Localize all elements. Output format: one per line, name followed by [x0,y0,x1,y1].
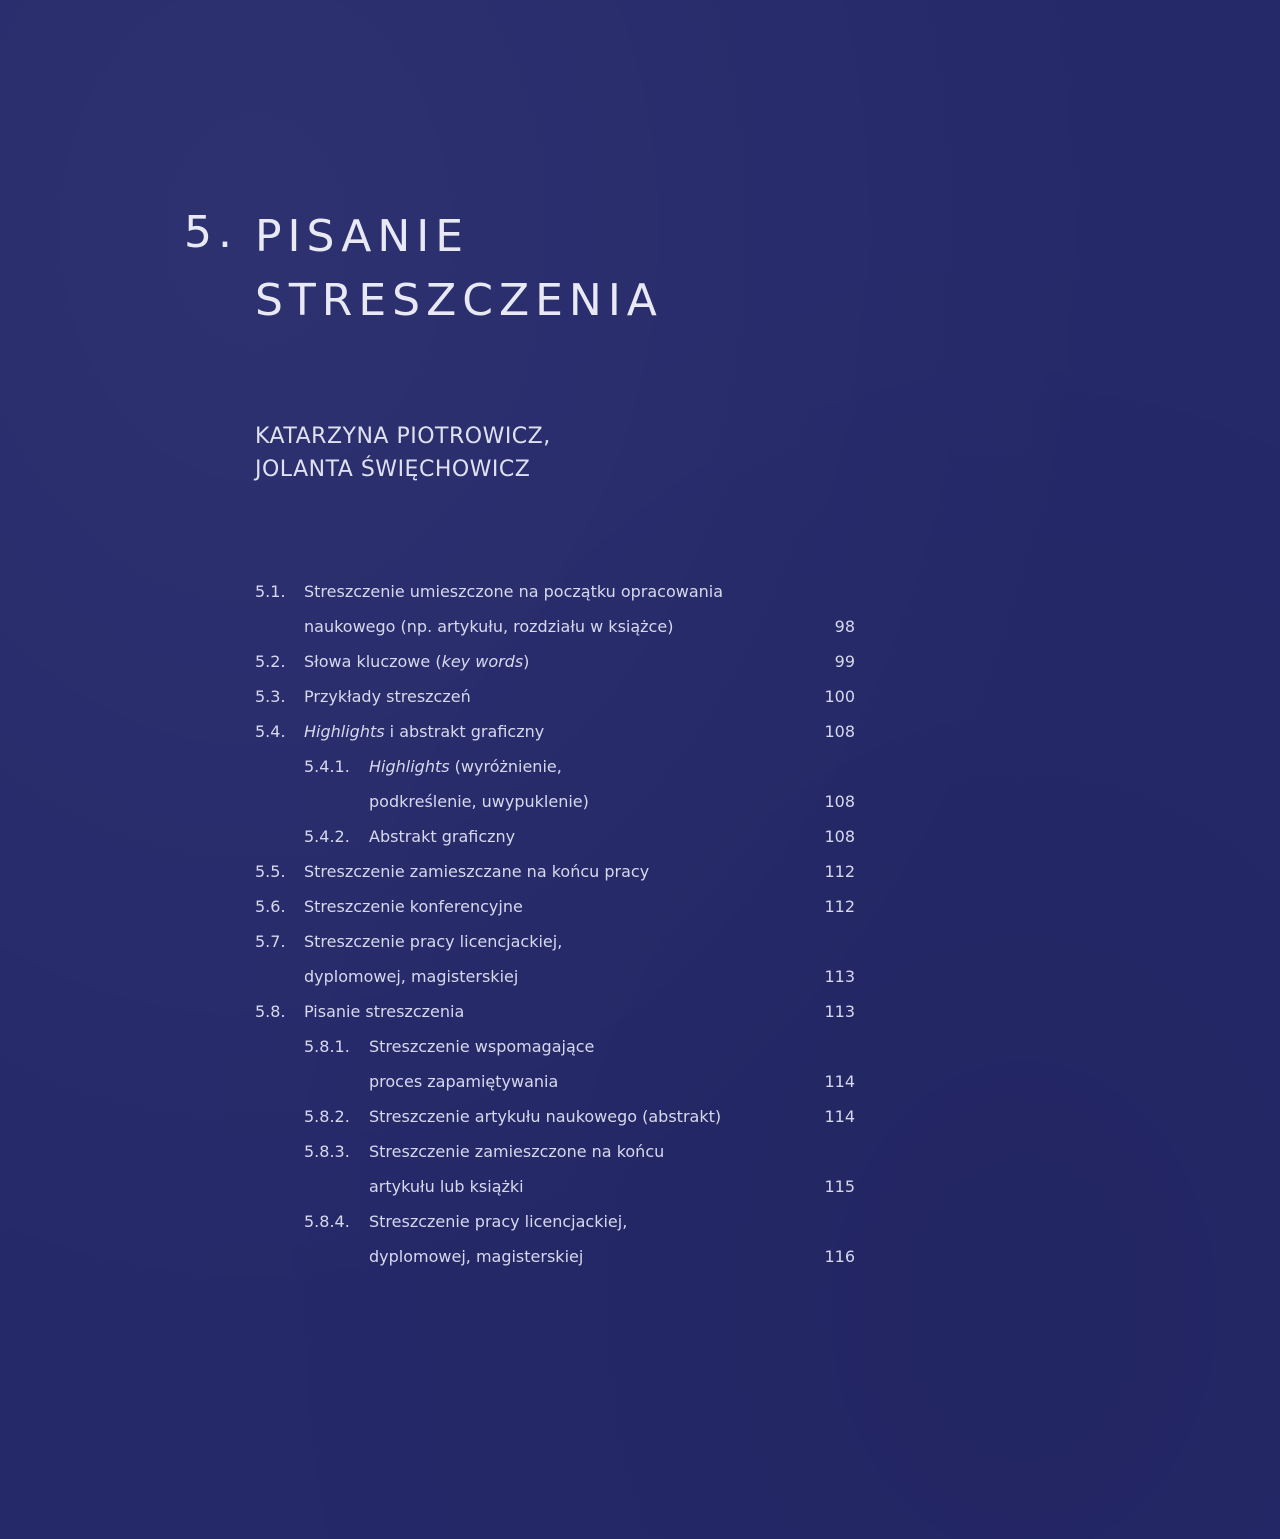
toc-page-number: 100 [824,687,855,706]
chapter-title-line-2: STRESZCZENIA [255,275,663,326]
toc-subentry[interactable] [255,749,855,784]
toc-title-italic: Highlights [369,757,450,776]
toc-title [304,644,529,679]
toc-number: 5.3. [255,687,286,706]
toc-number: 5.4.2. [304,827,350,846]
toc-title: Przykłady streszczeń [304,687,471,706]
toc-page-number: 108 [824,827,855,846]
toc-title: Streszczenie artykułu naukowego (abstrakt) [369,1107,722,1126]
toc-page-number: 116 [824,1247,855,1266]
toc-title-part: i abstrakt graficzny [384,722,545,741]
toc-title-italic: Highlights [304,722,385,741]
toc-title-part: ) [523,652,530,671]
toc-title-part: Słowa kluczowe ( [304,652,442,671]
toc-subentry[interactable] [255,1204,855,1239]
toc-page-number: 113 [824,967,855,986]
author-line-2: JOLANTA ŚWIĘCHOWICZ [255,457,531,482]
toc-title: Pisanie streszczenia [304,1002,465,1021]
toc-number: 5.5. [255,862,286,881]
toc-subentry[interactable] [255,1099,855,1134]
chapter-title-line-1: PISANIE [255,211,470,262]
toc-subentry[interactable] [255,819,855,854]
toc-title: artykułu lub książki [369,1177,524,1196]
toc-entry[interactable] [255,574,855,609]
toc-number: 5.6. [255,897,286,916]
toc-page-number: 112 [824,862,855,881]
toc-subentry[interactable] [255,1029,855,1064]
toc-page-number: 114 [824,1072,855,1091]
toc-title: dyplomowej, magisterskiej [369,1247,584,1266]
toc-subentry-continuation[interactable] [255,784,855,819]
toc-number: 5.4.1. [304,757,350,776]
toc-number: 5.8.4. [304,1212,350,1231]
toc-entry[interactable] [255,644,855,679]
toc-number: 5.8.3. [304,1142,350,1161]
toc-title [369,749,562,784]
toc-entry[interactable] [255,714,855,749]
toc-entry[interactable] [255,679,855,714]
toc-number: 5.7. [255,932,286,951]
toc-entry-continuation[interactable] [255,609,855,644]
toc-title: Streszczenie umieszczone na początku opracowania [304,582,724,601]
toc-page-number: 112 [824,897,855,916]
table-of-contents [255,574,855,1274]
toc-entry[interactable] [255,994,855,1029]
toc-title: Streszczenie zamieszczane na końcu pracy [304,862,650,881]
toc-number: 5.4. [255,722,286,741]
toc-number: 5.8.2. [304,1107,350,1126]
toc-entry[interactable] [255,889,855,924]
toc-title: dyplomowej, magisterskiej [304,967,519,986]
toc-subentry-continuation[interactable] [255,1064,855,1099]
authors [255,420,551,486]
toc-page-number: 99 [834,652,855,671]
toc-title: Abstrakt graficzny [369,827,516,846]
toc-page-number: 113 [824,1002,855,1021]
toc-entry[interactable] [255,924,855,959]
toc-number: 5.2. [255,652,286,671]
toc-entry-continuation[interactable] [255,959,855,994]
toc-title: Streszczenie konferencyjne [304,897,523,916]
toc-page-number: 114 [824,1107,855,1126]
toc-number: 5.8. [255,1002,286,1021]
toc-subentry-continuation[interactable] [255,1239,855,1274]
toc-page-number: 108 [824,792,855,811]
toc-number: 5.1. [255,582,286,601]
toc-title: proces zapamiętywania [369,1072,559,1091]
toc-title: Streszczenie wspomagające [369,1037,595,1056]
toc-number: 5.8.1. [304,1037,350,1056]
toc-title: naukowego (np. artykułu, rozdziału w książce) [304,617,674,636]
toc-entry[interactable] [255,854,855,889]
toc-page-number: 108 [824,722,855,741]
toc-title [304,714,544,749]
toc-page-number: 98 [834,617,855,636]
toc-title: Streszczenie zamieszczone na końcu [369,1142,665,1161]
toc-subentry-continuation[interactable] [255,1169,855,1204]
toc-title: Streszczenie pracy licencjackiej, [304,932,563,951]
author-line-1: KATARZYNA PIOTROWICZ, [255,424,551,449]
toc-subentry[interactable] [255,1134,855,1169]
toc-title: podkreślenie, uwypuklenie) [369,792,589,811]
toc-title: Streszczenie pracy licencjackiej, [369,1212,628,1231]
toc-title-italic: key words [441,652,524,671]
toc-page-number: 115 [824,1177,855,1196]
chapter-title [255,205,663,333]
toc-title-part: (wyróżnienie, [449,757,562,776]
chapter-number: 5. [184,207,238,258]
